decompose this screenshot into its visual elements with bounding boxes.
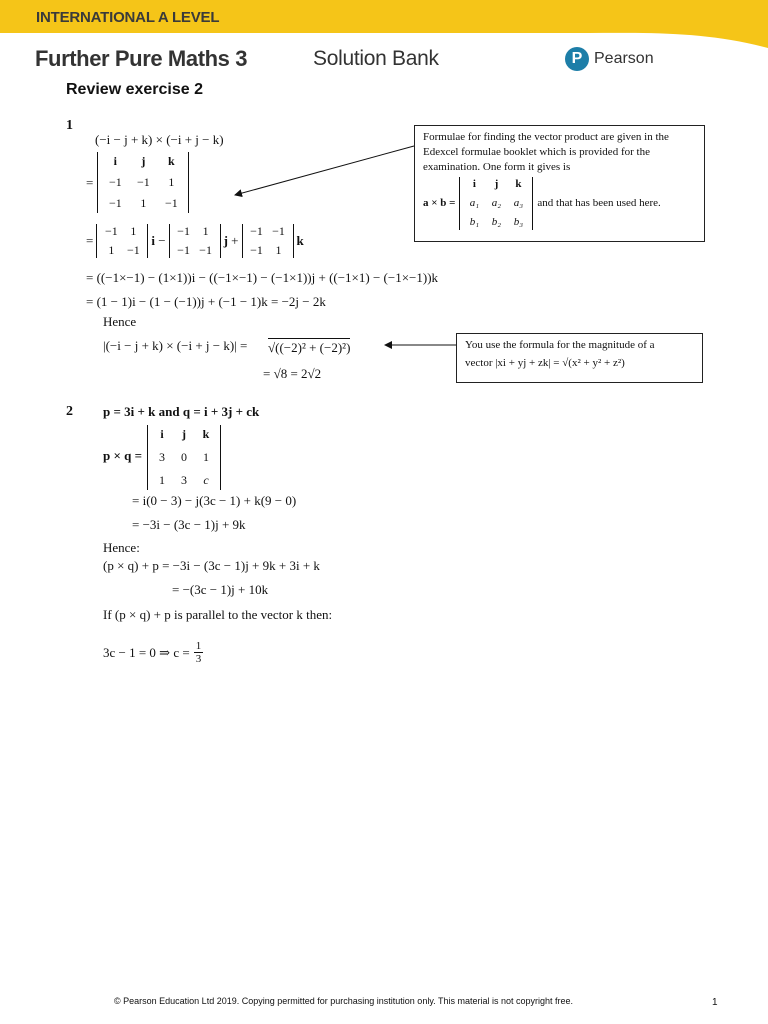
banner-label: INTERNATIONAL A LEVEL [36, 9, 220, 26]
question-number-1: 1 [66, 118, 73, 133]
det-cell: 1 [159, 473, 165, 487]
fraction-numerator: 1 [195, 640, 202, 652]
note-formula-tail: and that has been used here. [537, 197, 661, 209]
det-cell: k [168, 154, 175, 168]
det-cell: −1 [108, 196, 122, 210]
minor-cell: 1 [108, 243, 115, 257]
q1-determinant: = i j k −1 −1 1 −1 1 −1 [86, 152, 189, 213]
det-cell: k [202, 427, 210, 441]
det-cell: i [113, 154, 118, 168]
q1-minors: = −1 1 1 −1 i − −1 1 −1 −1 j + −1 −1 −1 1 k [86, 224, 304, 257]
note-formula-lhs: a × b = [423, 197, 456, 209]
note-det-cell: b₃ [513, 216, 524, 228]
pearson-logo-text: Pearson [594, 50, 654, 67]
det-cell: 3 [181, 473, 187, 487]
q2-given: p = 3i + k and q = i + 3j + ck [103, 404, 260, 419]
note-det-cell: i [472, 178, 476, 190]
det-cell: 1 [140, 196, 147, 210]
minor-cell: −1 [199, 243, 212, 257]
footer-copyright: © Pearson Education Ltd 2019. Copying permitted for purchasing institution only. This material is not copyright free. [114, 996, 574, 1006]
pearson-logo-icon: P [565, 47, 589, 71]
fraction-denominator: 3 [195, 653, 202, 665]
det-cell: 1 [168, 175, 175, 189]
q2-fraction [194, 640, 204, 665]
minor-cell: −1 [126, 243, 140, 257]
arrow-to-determinant [235, 146, 414, 195]
det-cell: c [203, 473, 209, 487]
q1-magnitude-final: = √8 = 2√2 [263, 366, 322, 381]
minor-cell: 1 [202, 224, 209, 238]
det-cell: j [141, 154, 146, 168]
q1-expression: (−i − j + k) × (−i + j − k) [95, 132, 224, 147]
det-cell: 1 [203, 450, 209, 464]
q2-hence: Hence: [103, 540, 140, 555]
q2-lhs: p × q = [103, 448, 143, 463]
q1-result: = (1 − 1)i − (1 − (−1))j + (−1 − 1)k = −2j − 2k [86, 294, 326, 309]
q2-sum: (p × q) + p = −3i − (3c − 1)j + 9k + 3i + k [103, 558, 320, 573]
note-det-cell: j [494, 178, 499, 190]
det-cell: −1 [108, 175, 122, 189]
page-title: Further Pure Maths 3 [35, 46, 248, 71]
det-cell: j [182, 427, 186, 441]
q2-conclusion [103, 640, 203, 665]
note-det-cell: b₁ [469, 216, 480, 228]
det-cell: 0 [181, 450, 187, 464]
section-heading: Review exercise 2 [66, 81, 203, 98]
page-number: 1 [712, 997, 718, 1008]
minor-cell: −1 [250, 243, 263, 257]
note-det-cell: k [515, 178, 522, 190]
q2-expansion: = i(0 − 3) − j(3c − 1) + k(9 − 0) [132, 493, 297, 508]
note-det-cell: a₁ [469, 197, 480, 209]
q2-conclusion-text: 3c − 1 = 0 ⇒ c = [103, 644, 190, 660]
note-det-cell: a₃ [513, 197, 524, 209]
page-subtitle: Solution Bank [313, 47, 439, 70]
q2-simplified: = −3i − (3c − 1)j + 9k [132, 517, 246, 532]
det-cell: −1 [164, 196, 178, 210]
note-magnitude-formula: vector |xi + yj + zk| = √(x² + y² + z²) [465, 357, 625, 369]
minor-cell: 1 [275, 243, 282, 257]
q1-expansion: = ((−1×−1) − (1×1))i − ((−1×−1) − (−1×1))j + ((−1×1) − (−1×−1))k [86, 270, 439, 285]
minor-cell: −1 [177, 224, 190, 238]
minor-cell: −1 [272, 224, 285, 238]
q1-magnitude-rhs: √((−2)² + (−2)²) [268, 340, 351, 355]
annotation-arrows [0, 0, 768, 420]
minor-cell: −1 [104, 224, 118, 238]
note-magnitude-text: You use the formula for the magnitude of a [465, 339, 655, 351]
minor-cell: 1 [130, 224, 137, 238]
q1-hence: Hence [103, 314, 137, 329]
q2-parallel-condition: If (p × q) + p is parallel to the vector k then: [103, 607, 333, 622]
note-vector-product-text: Formulae for finding the vector product are given in the Edexcel formulae booklet which is provided for the examination. One form it gives is [423, 131, 669, 173]
note-det-cell: a₂ [491, 197, 502, 209]
det-cell: −1 [136, 175, 150, 189]
note-det-cell: b₂ [491, 216, 502, 228]
q2-det-matrix [147, 425, 221, 490]
q1-magnitude-lhs: |(−i − j + k) × (−i + j − k)| = [103, 338, 248, 353]
det-cell: 3 [159, 450, 165, 464]
det-cell: i [160, 427, 164, 441]
q2-sum-simplified: = −(3c − 1)j + 10k [172, 582, 269, 597]
question-number-2: 2 [66, 404, 73, 419]
minor-cell: −1 [177, 243, 190, 257]
minor-cell: −1 [250, 224, 263, 238]
